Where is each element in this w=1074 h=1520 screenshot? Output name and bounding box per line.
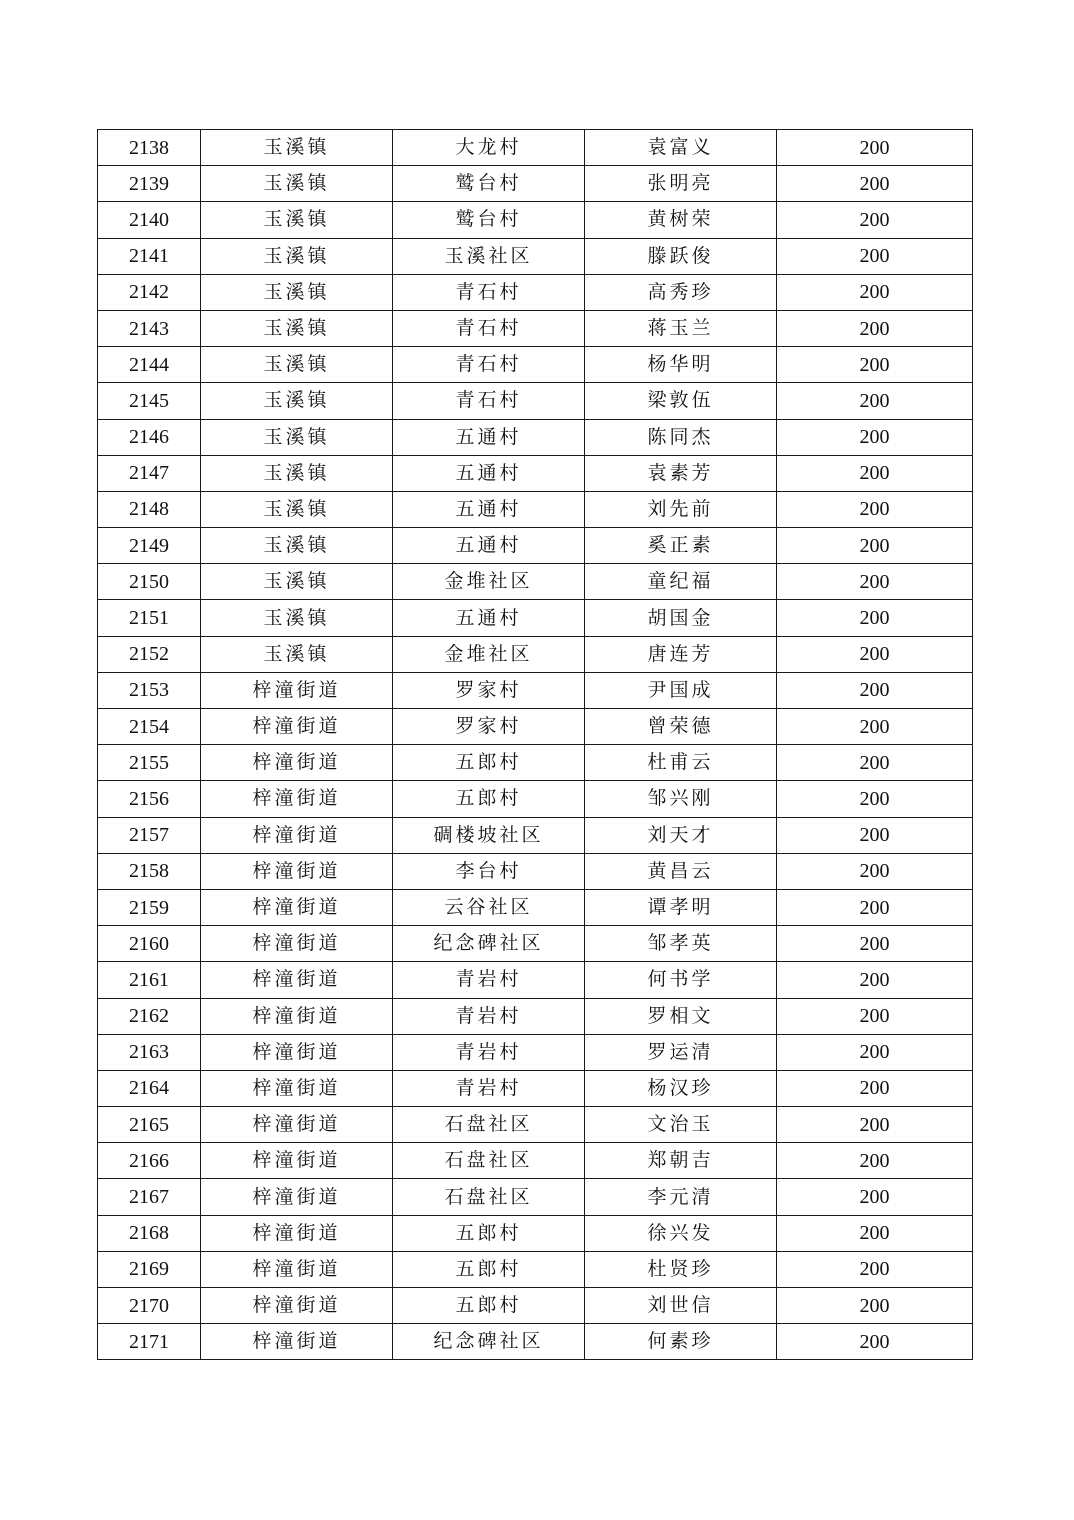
amount-cell: 200 <box>777 889 973 925</box>
town-cell: 梓潼街道 <box>201 709 393 745</box>
village-cell: 青岩村 <box>393 1034 585 1070</box>
table-row <box>98 926 973 962</box>
person-name-cell: 黄树荣 <box>585 202 777 238</box>
town-cell: 玉溪镇 <box>201 238 393 274</box>
town-cell: 梓潼街道 <box>201 889 393 925</box>
person-name-cell: 蒋玉兰 <box>585 310 777 346</box>
row-number-cell: 2165 <box>98 1107 201 1143</box>
person-name-cell: 郑朝吉 <box>585 1143 777 1179</box>
amount-cell: 200 <box>777 817 973 853</box>
table-row <box>98 238 973 274</box>
person-name-cell: 胡国金 <box>585 600 777 636</box>
row-number-cell: 2142 <box>98 274 201 310</box>
person-name-cell: 刘天才 <box>585 817 777 853</box>
row-number-cell: 2143 <box>98 310 201 346</box>
row-number-cell: 2170 <box>98 1288 201 1324</box>
person-name-cell: 唐连芳 <box>585 636 777 672</box>
table-row <box>98 853 973 889</box>
person-name-cell: 谭孝明 <box>585 889 777 925</box>
amount-cell: 200 <box>777 1034 973 1070</box>
amount-cell: 200 <box>777 383 973 419</box>
amount-cell: 200 <box>777 528 973 564</box>
table-row <box>98 310 973 346</box>
person-name-cell: 李元清 <box>585 1179 777 1215</box>
village-cell: 罗家村 <box>393 672 585 708</box>
roster-table <box>97 129 973 1360</box>
amount-cell: 200 <box>777 853 973 889</box>
town-cell: 梓潼街道 <box>201 1288 393 1324</box>
amount-cell: 200 <box>777 1107 973 1143</box>
table-row <box>98 491 973 527</box>
town-cell: 玉溪镇 <box>201 202 393 238</box>
table-row <box>98 528 973 564</box>
amount-cell: 200 <box>777 745 973 781</box>
town-cell: 玉溪镇 <box>201 166 393 202</box>
town-cell: 梓潼街道 <box>201 1251 393 1287</box>
town-cell: 梓潼街道 <box>201 781 393 817</box>
person-name-cell: 尹国成 <box>585 672 777 708</box>
village-cell: 青岩村 <box>393 1070 585 1106</box>
table-row <box>98 709 973 745</box>
amount-cell: 200 <box>777 419 973 455</box>
row-number-cell: 2161 <box>98 962 201 998</box>
amount-cell: 200 <box>777 1215 973 1251</box>
table-row <box>98 600 973 636</box>
table-row <box>98 781 973 817</box>
village-cell: 五郎村 <box>393 1288 585 1324</box>
person-name-cell: 曾荣德 <box>585 709 777 745</box>
row-number-cell: 2153 <box>98 672 201 708</box>
town-cell: 梓潼街道 <box>201 745 393 781</box>
amount-cell: 200 <box>777 347 973 383</box>
row-number-cell: 2146 <box>98 419 201 455</box>
village-cell: 碉楼坡社区 <box>393 817 585 853</box>
person-name-cell: 何素珍 <box>585 1324 777 1360</box>
person-name-cell: 邹兴刚 <box>585 781 777 817</box>
row-number-cell: 2149 <box>98 528 201 564</box>
table-row <box>98 1070 973 1106</box>
row-number-cell: 2166 <box>98 1143 201 1179</box>
amount-cell: 200 <box>777 781 973 817</box>
amount-cell: 200 <box>777 962 973 998</box>
table-row <box>98 274 973 310</box>
town-cell: 玉溪镇 <box>201 383 393 419</box>
amount-cell: 200 <box>777 238 973 274</box>
amount-cell: 200 <box>777 130 973 166</box>
table-row <box>98 347 973 383</box>
row-number-cell: 2140 <box>98 202 201 238</box>
table-row <box>98 1107 973 1143</box>
village-cell: 李台村 <box>393 853 585 889</box>
person-name-cell: 邹孝英 <box>585 926 777 962</box>
town-cell: 玉溪镇 <box>201 491 393 527</box>
town-cell: 梓潼街道 <box>201 817 393 853</box>
village-cell: 五通村 <box>393 419 585 455</box>
person-name-cell: 梁敦伍 <box>585 383 777 419</box>
row-number-cell: 2163 <box>98 1034 201 1070</box>
row-number-cell: 2151 <box>98 600 201 636</box>
person-name-cell: 文治玉 <box>585 1107 777 1143</box>
amount-cell: 200 <box>777 1070 973 1106</box>
town-cell: 玉溪镇 <box>201 419 393 455</box>
village-cell: 五郎村 <box>393 1215 585 1251</box>
village-cell: 大龙村 <box>393 130 585 166</box>
row-number-cell: 2147 <box>98 455 201 491</box>
village-cell: 五郎村 <box>393 1251 585 1287</box>
amount-cell: 200 <box>777 709 973 745</box>
town-cell: 梓潼街道 <box>201 1215 393 1251</box>
table-row <box>98 998 973 1034</box>
row-number-cell: 2157 <box>98 817 201 853</box>
table-row <box>98 1143 973 1179</box>
amount-cell: 200 <box>777 202 973 238</box>
roster-table-body <box>98 130 973 1360</box>
table-row <box>98 564 973 600</box>
amount-cell: 200 <box>777 1251 973 1287</box>
village-cell: 青石村 <box>393 347 585 383</box>
person-name-cell: 刘先前 <box>585 491 777 527</box>
amount-cell: 200 <box>777 1288 973 1324</box>
village-cell: 纪念碑社区 <box>393 926 585 962</box>
town-cell: 玉溪镇 <box>201 274 393 310</box>
row-number-cell: 2152 <box>98 636 201 672</box>
row-number-cell: 2168 <box>98 1215 201 1251</box>
row-number-cell: 2145 <box>98 383 201 419</box>
row-number-cell: 2139 <box>98 166 201 202</box>
table-row <box>98 202 973 238</box>
town-cell: 梓潼街道 <box>201 1070 393 1106</box>
village-cell: 鹫台村 <box>393 166 585 202</box>
row-number-cell: 2156 <box>98 781 201 817</box>
table-row <box>98 962 973 998</box>
town-cell: 梓潼街道 <box>201 672 393 708</box>
town-cell: 梓潼街道 <box>201 853 393 889</box>
village-cell: 青石村 <box>393 310 585 346</box>
amount-cell: 200 <box>777 926 973 962</box>
village-cell: 青岩村 <box>393 998 585 1034</box>
row-number-cell: 2167 <box>98 1179 201 1215</box>
town-cell: 玉溪镇 <box>201 600 393 636</box>
town-cell: 梓潼街道 <box>201 1179 393 1215</box>
amount-cell: 200 <box>777 1324 973 1360</box>
table-row <box>98 1215 973 1251</box>
person-name-cell: 黄昌云 <box>585 853 777 889</box>
village-cell: 石盘社区 <box>393 1143 585 1179</box>
person-name-cell: 奚正素 <box>585 528 777 564</box>
person-name-cell: 何书学 <box>585 962 777 998</box>
town-cell: 梓潼街道 <box>201 1107 393 1143</box>
village-cell: 纪念碑社区 <box>393 1324 585 1360</box>
village-cell: 鹫台村 <box>393 202 585 238</box>
amount-cell: 200 <box>777 274 973 310</box>
town-cell: 梓潼街道 <box>201 998 393 1034</box>
amount-cell: 200 <box>777 636 973 672</box>
town-cell: 玉溪镇 <box>201 636 393 672</box>
village-cell: 五郎村 <box>393 781 585 817</box>
village-cell: 金堆社区 <box>393 636 585 672</box>
row-number-cell: 2158 <box>98 853 201 889</box>
table-row <box>98 1034 973 1070</box>
row-number-cell: 2155 <box>98 745 201 781</box>
table-row <box>98 889 973 925</box>
table-row <box>98 1179 973 1215</box>
village-cell: 青石村 <box>393 274 585 310</box>
table-row <box>98 672 973 708</box>
person-name-cell: 杨汉珍 <box>585 1070 777 1106</box>
village-cell: 罗家村 <box>393 709 585 745</box>
village-cell: 青石村 <box>393 383 585 419</box>
person-name-cell: 罗运清 <box>585 1034 777 1070</box>
person-name-cell: 杜甫云 <box>585 745 777 781</box>
table-row <box>98 745 973 781</box>
amount-cell: 200 <box>777 455 973 491</box>
table-row <box>98 419 973 455</box>
amount-cell: 200 <box>777 1179 973 1215</box>
town-cell: 梓潼街道 <box>201 962 393 998</box>
person-name-cell: 滕跃俊 <box>585 238 777 274</box>
person-name-cell: 徐兴发 <box>585 1215 777 1251</box>
amount-cell: 200 <box>777 491 973 527</box>
person-name-cell: 陈同杰 <box>585 419 777 455</box>
table-row <box>98 383 973 419</box>
person-name-cell: 杨华明 <box>585 347 777 383</box>
table-row <box>98 1251 973 1287</box>
amount-cell: 200 <box>777 1143 973 1179</box>
row-number-cell: 2150 <box>98 564 201 600</box>
person-name-cell: 罗相文 <box>585 998 777 1034</box>
person-name-cell: 袁素芳 <box>585 455 777 491</box>
amount-cell: 200 <box>777 166 973 202</box>
person-name-cell: 刘世信 <box>585 1288 777 1324</box>
table-row <box>98 636 973 672</box>
town-cell: 玉溪镇 <box>201 528 393 564</box>
row-number-cell: 2144 <box>98 347 201 383</box>
amount-cell: 200 <box>777 998 973 1034</box>
town-cell: 梓潼街道 <box>201 1324 393 1360</box>
row-number-cell: 2141 <box>98 238 201 274</box>
town-cell: 玉溪镇 <box>201 130 393 166</box>
village-cell: 玉溪社区 <box>393 238 585 274</box>
town-cell: 玉溪镇 <box>201 310 393 346</box>
village-cell: 青岩村 <box>393 962 585 998</box>
town-cell: 梓潼街道 <box>201 926 393 962</box>
town-cell: 梓潼街道 <box>201 1143 393 1179</box>
town-cell: 玉溪镇 <box>201 347 393 383</box>
person-name-cell: 杜贤珍 <box>585 1251 777 1287</box>
village-cell: 五通村 <box>393 600 585 636</box>
town-cell: 梓潼街道 <box>201 1034 393 1070</box>
town-cell: 玉溪镇 <box>201 455 393 491</box>
amount-cell: 200 <box>777 310 973 346</box>
village-cell: 金堆社区 <box>393 564 585 600</box>
table-row <box>98 130 973 166</box>
row-number-cell: 2160 <box>98 926 201 962</box>
table-row <box>98 817 973 853</box>
row-number-cell: 2138 <box>98 130 201 166</box>
table-row <box>98 1324 973 1360</box>
village-cell: 五通村 <box>393 491 585 527</box>
table-row <box>98 1288 973 1324</box>
amount-cell: 200 <box>777 564 973 600</box>
amount-cell: 200 <box>777 672 973 708</box>
person-name-cell: 童纪福 <box>585 564 777 600</box>
town-cell: 玉溪镇 <box>201 564 393 600</box>
village-cell: 五通村 <box>393 455 585 491</box>
row-number-cell: 2169 <box>98 1251 201 1287</box>
row-number-cell: 2171 <box>98 1324 201 1360</box>
village-cell: 五通村 <box>393 528 585 564</box>
village-cell: 云谷社区 <box>393 889 585 925</box>
person-name-cell: 高秀珍 <box>585 274 777 310</box>
village-cell: 五郎村 <box>393 745 585 781</box>
table-row <box>98 455 973 491</box>
row-number-cell: 2154 <box>98 709 201 745</box>
row-number-cell: 2159 <box>98 889 201 925</box>
amount-cell: 200 <box>777 600 973 636</box>
row-number-cell: 2148 <box>98 491 201 527</box>
table-row <box>98 166 973 202</box>
row-number-cell: 2164 <box>98 1070 201 1106</box>
person-name-cell: 张明亮 <box>585 166 777 202</box>
row-number-cell: 2162 <box>98 998 201 1034</box>
person-name-cell: 袁富义 <box>585 130 777 166</box>
village-cell: 石盘社区 <box>393 1107 585 1143</box>
village-cell: 石盘社区 <box>393 1179 585 1215</box>
